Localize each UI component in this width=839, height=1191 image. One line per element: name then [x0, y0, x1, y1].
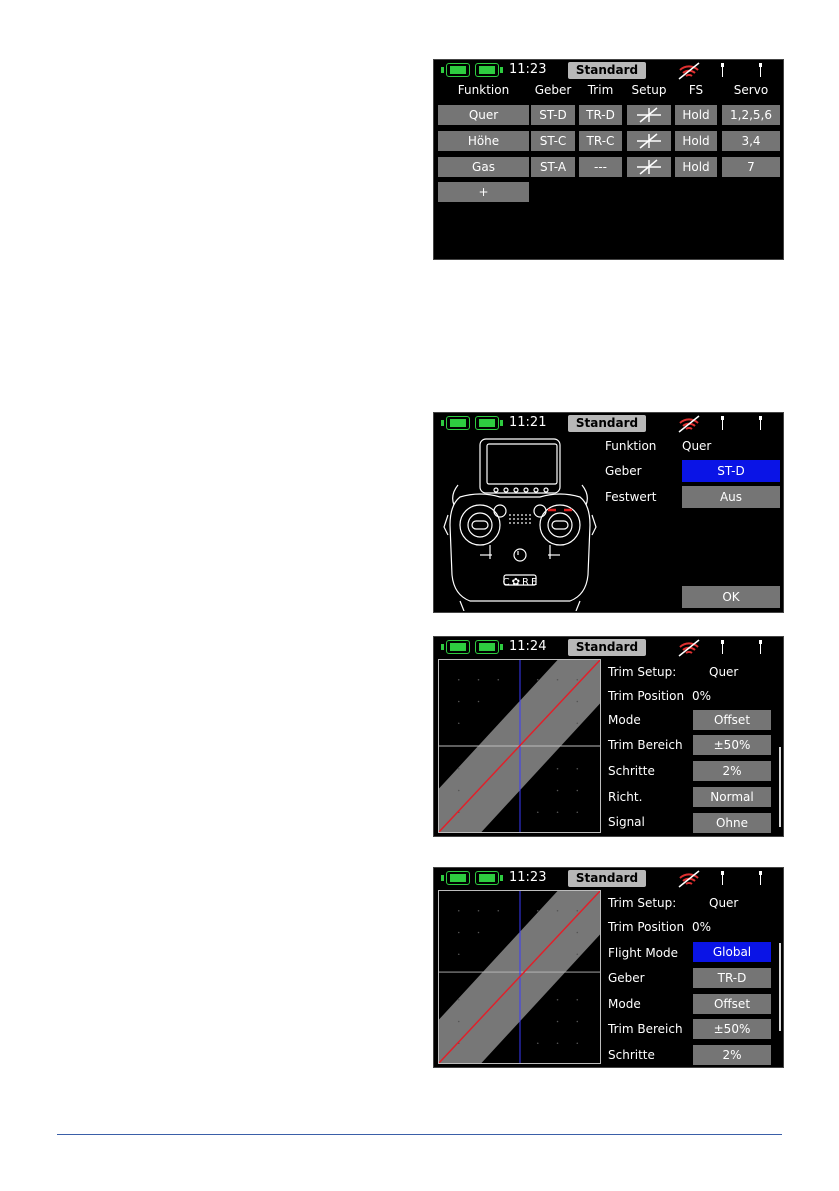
screen-function-setup — [433, 412, 784, 613]
trim-setup-value: Quer — [709, 665, 739, 679]
battery-icon — [475, 63, 499, 77]
screen-function-list — [433, 59, 784, 260]
geber-label: Geber — [608, 971, 645, 985]
wifi-signal-icon — [677, 414, 701, 434]
trim-curve-graph — [438, 890, 601, 1064]
model-name[interactable]: Standard — [568, 870, 646, 887]
trim-setup-label: Trim Setup: — [608, 896, 677, 910]
fs-button[interactable]: Hold — [675, 105, 717, 125]
geber-button[interactable]: ST-D — [531, 105, 575, 125]
status-bar — [434, 413, 783, 435]
richt-select[interactable]: Normal — [693, 787, 771, 807]
funktion-button[interactable]: Gas — [438, 157, 529, 177]
screen-trim-setup — [433, 636, 784, 837]
battery-icon — [446, 871, 470, 885]
stick-icon — [759, 63, 762, 77]
wifi-signal-icon — [677, 869, 701, 889]
stick-icon — [759, 640, 762, 654]
battery-icon — [441, 644, 444, 650]
battery-icon — [446, 640, 470, 654]
flight-mode-select[interactable]: Global — [693, 942, 771, 962]
signal-select[interactable]: Ohne — [693, 813, 771, 833]
trim-curve-graph — [438, 659, 601, 833]
brand-logo: C✿RE — [502, 577, 540, 588]
trim-bereich-select[interactable]: ±50% — [693, 1019, 771, 1039]
scrollbar[interactable] — [779, 747, 781, 827]
battery-icon — [475, 871, 499, 885]
setup-button[interactable] — [627, 157, 671, 177]
ok-button[interactable]: OK — [682, 586, 780, 608]
trim-bereich-label: Trim Bereich — [608, 738, 683, 752]
trim-setup-label: Trim Setup: — [608, 665, 677, 679]
clock: 11:23 — [509, 870, 547, 885]
clock: 11:21 — [509, 415, 547, 430]
mode-label: Mode — [608, 997, 641, 1011]
trim-position-label: Trim Position — [608, 689, 685, 703]
header-geber: Geber — [534, 83, 572, 97]
trim-position-value: 0% — [692, 920, 712, 934]
geber-button[interactable]: ST-C — [531, 131, 575, 151]
battery-icon — [500, 875, 503, 881]
trim-bereich-select[interactable]: ±50% — [693, 735, 771, 755]
battery-icon — [500, 644, 503, 650]
geber-select[interactable]: TR-D — [693, 968, 771, 988]
funktion-button[interactable]: Höhe — [438, 131, 529, 151]
battery-icon — [441, 67, 444, 73]
header-fs: FS — [688, 83, 704, 97]
schritte-select[interactable]: 2% — [693, 761, 771, 781]
flight-mode-label: Flight Mode — [608, 946, 679, 960]
battery-icon — [441, 875, 444, 881]
geber-select[interactable]: ST-D — [682, 460, 780, 482]
curve-icon — [627, 131, 671, 151]
stick-icon — [759, 416, 762, 430]
model-name[interactable]: Standard — [568, 639, 646, 656]
battery-icon — [475, 640, 499, 654]
mode-select[interactable]: Offset — [693, 710, 771, 730]
battery-icon — [446, 416, 470, 430]
footer-divider — [57, 1134, 782, 1135]
stick-icon — [759, 871, 762, 885]
geber-button[interactable]: ST-A — [531, 157, 575, 177]
signal-label: Signal — [608, 815, 645, 829]
schritte-select[interactable]: 2% — [693, 1045, 771, 1065]
status-bar — [434, 60, 783, 82]
richt-label: Richt. — [608, 790, 643, 804]
screen-trim-setup-flight-mode — [433, 867, 784, 1068]
trim-button[interactable]: --- — [579, 157, 622, 177]
trim-position-value: 0% — [692, 689, 712, 703]
fs-button[interactable]: Hold — [675, 157, 717, 177]
scrollbar[interactable] — [779, 943, 781, 1031]
schritte-label: Schritte — [608, 1048, 655, 1062]
servo-button[interactable]: 7 — [722, 157, 780, 177]
header-trim: Trim — [587, 83, 614, 97]
stick-icon — [721, 871, 724, 885]
festwert-select[interactable]: Aus — [682, 486, 780, 508]
servo-button[interactable]: 3,4 — [722, 131, 780, 151]
setup-button[interactable] — [627, 131, 671, 151]
header-setup: Setup — [631, 83, 667, 97]
mode-select[interactable]: Offset — [693, 994, 771, 1014]
trim-button[interactable]: TR-D — [579, 105, 622, 125]
stick-icon — [721, 640, 724, 654]
add-function-button[interactable]: + — [438, 182, 529, 202]
fs-button[interactable]: Hold — [675, 131, 717, 151]
battery-icon — [475, 416, 499, 430]
funktion-label: Funktion — [605, 439, 657, 453]
status-bar — [434, 868, 783, 890]
trim-position-label: Trim Position — [608, 920, 685, 934]
wifi-signal-icon — [677, 61, 701, 81]
stick-icon — [721, 63, 724, 77]
servo-button[interactable]: 1,2,5,6 — [722, 105, 780, 125]
wifi-signal-icon — [677, 638, 701, 658]
battery-icon — [446, 63, 470, 77]
model-name[interactable]: Standard — [568, 415, 646, 432]
battery-icon — [500, 67, 503, 73]
curve-icon — [627, 105, 671, 125]
trim-bereich-label: Trim Bereich — [608, 1022, 683, 1036]
festwert-label: Festwert — [605, 490, 657, 504]
trim-button[interactable]: TR-C — [579, 131, 622, 151]
status-bar — [434, 637, 783, 659]
clock: 11:23 — [509, 62, 547, 77]
trim-setup-value: Quer — [709, 896, 739, 910]
header-funktion: Funktion — [457, 83, 510, 97]
setup-button[interactable] — [627, 105, 671, 125]
funktion-button[interactable]: Quer — [438, 105, 529, 125]
funktion-value: Quer — [682, 439, 712, 453]
battery-icon — [500, 420, 503, 426]
stick-icon — [721, 416, 724, 430]
battery-icon — [441, 420, 444, 426]
mode-label: Mode — [608, 713, 641, 727]
header-servo: Servo — [733, 83, 769, 97]
geber-label: Geber — [605, 464, 642, 478]
schritte-label: Schritte — [608, 764, 655, 778]
clock: 11:24 — [509, 639, 547, 654]
curve-icon — [627, 157, 671, 177]
model-name[interactable]: Standard — [568, 62, 646, 79]
